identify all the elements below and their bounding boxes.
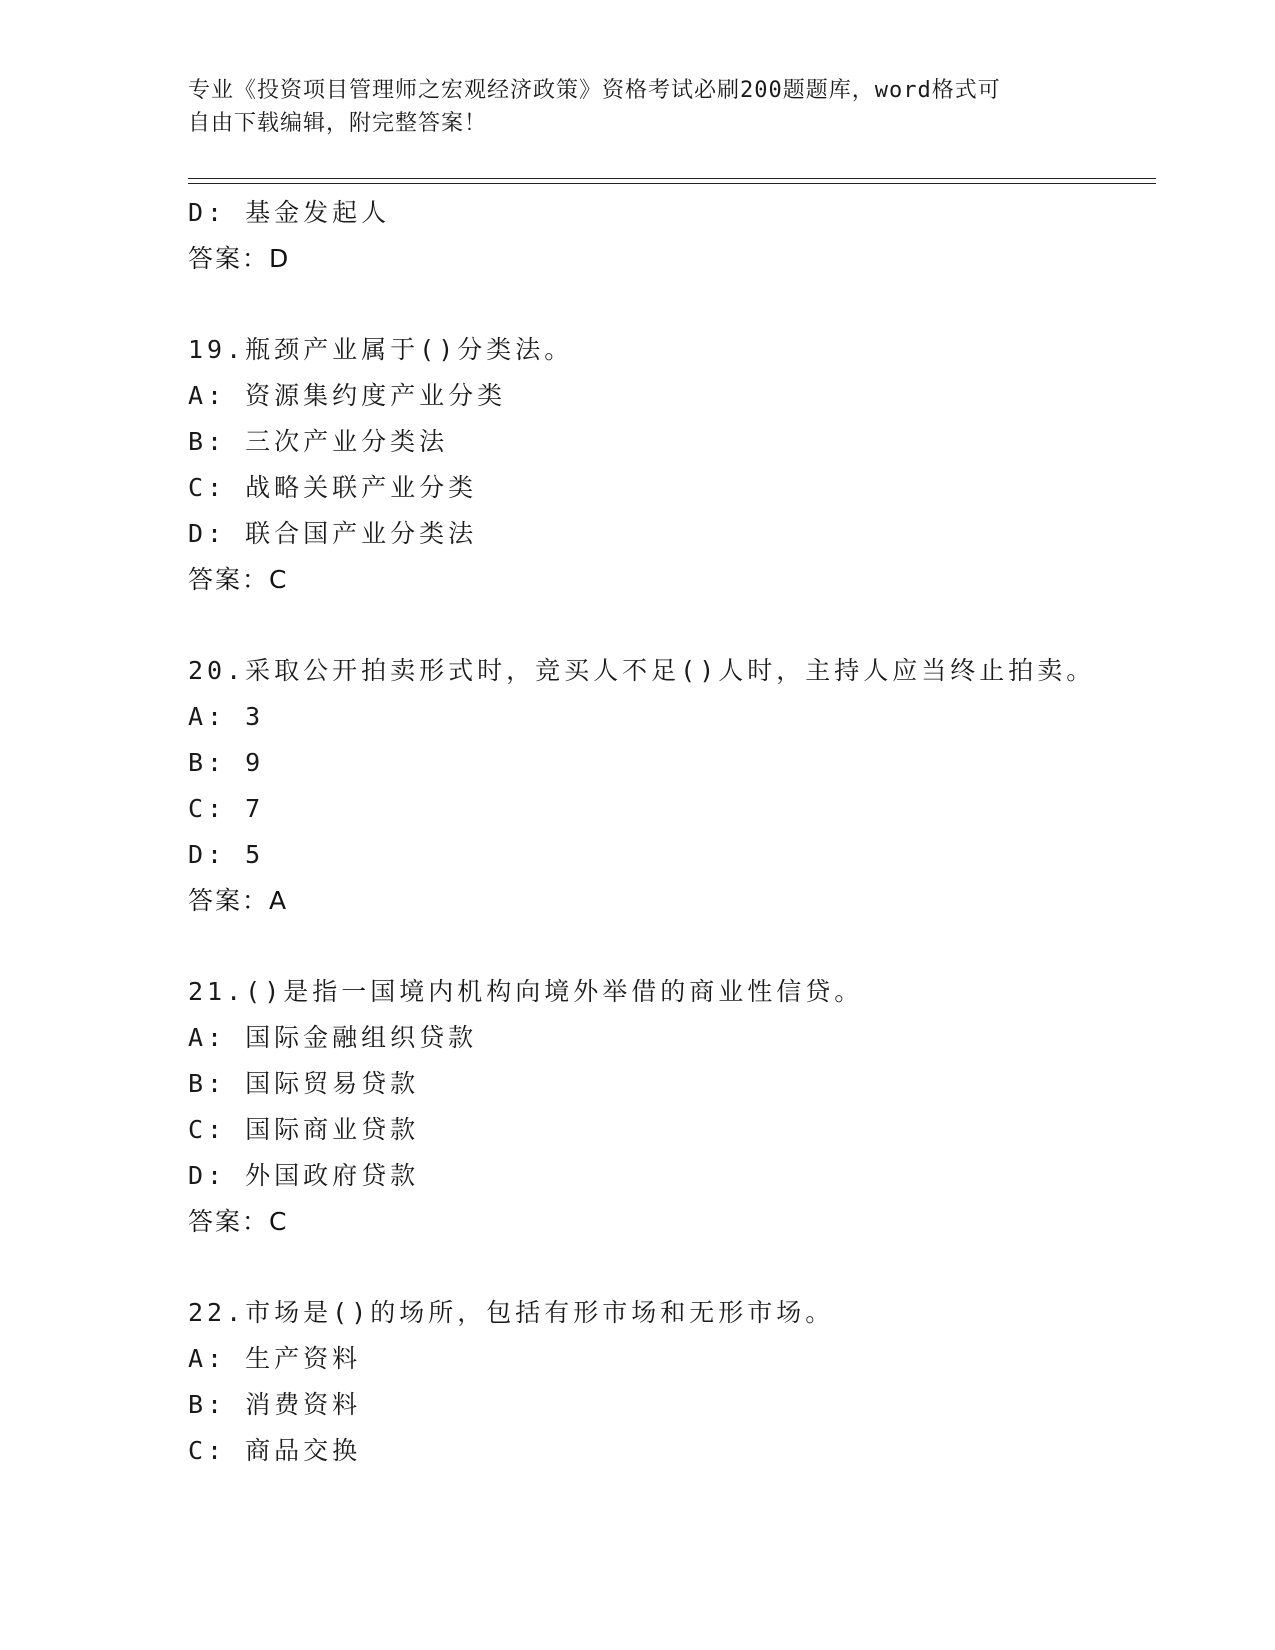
question-stem: 20.采取公开拍卖形式时，竞买人不足()人时，主持人应当终止拍卖。 xyxy=(188,656,1096,685)
option-a: A: 资源集约度产业分类 xyxy=(188,381,507,410)
header-divider-top xyxy=(188,178,1156,179)
option-d: D: 5 xyxy=(188,840,265,869)
option-a: A: 生产资料 xyxy=(188,1344,362,1373)
question-21 xyxy=(188,969,1168,1245)
option-d: D: 联合国产业分类法 xyxy=(188,519,478,548)
header-divider-bottom xyxy=(188,183,1156,184)
option-a: A: 3 xyxy=(188,702,265,731)
document-header xyxy=(188,74,1088,140)
question-19 xyxy=(188,327,1168,603)
option-b: B: 国际贸易贷款 xyxy=(188,1069,420,1098)
question-list xyxy=(188,190,1168,1474)
question-stem: 19.瓶颈产业属于()分类法。 xyxy=(188,335,574,364)
partial-question-block xyxy=(188,190,1168,282)
answer-line: 答案：D xyxy=(188,244,291,273)
header-line-2: 自由下载编辑，附完整答案！ xyxy=(188,111,488,136)
spacer xyxy=(188,282,1168,327)
option-c: C: 商品交换 xyxy=(188,1436,362,1465)
header-line-1: 专业《投资项目管理师之宏观经济政策》资格考试必刷200题题库，word格式可 xyxy=(188,78,1001,103)
option-c: C: 7 xyxy=(188,794,265,823)
question-stem: 21.()是指一国境内机构向境外举借的商业性信贷。 xyxy=(188,977,864,1006)
spacer xyxy=(188,924,1168,969)
spacer xyxy=(188,1245,1168,1290)
question-stem: 22.市场是()的场所，包括有形市场和无形市场。 xyxy=(188,1298,835,1327)
spacer xyxy=(188,603,1168,648)
option-d: D: 基金发起人 xyxy=(188,198,391,227)
answer-line: 答案：A xyxy=(188,886,289,915)
answer-line: 答案：C xyxy=(188,1207,289,1236)
option-c: C: 战略关联产业分类 xyxy=(188,473,478,502)
option-b: B: 9 xyxy=(188,748,265,777)
option-b: B: 三次产业分类法 xyxy=(188,427,449,456)
question-20 xyxy=(188,648,1168,924)
question-22 xyxy=(188,1290,1168,1474)
option-a: A: 国际金融组织贷款 xyxy=(188,1023,478,1052)
option-c: C: 国际商业贷款 xyxy=(188,1115,420,1144)
option-b: B: 消费资料 xyxy=(188,1390,362,1419)
option-d: D: 外国政府贷款 xyxy=(188,1161,420,1190)
answer-line: 答案：C xyxy=(188,565,289,594)
